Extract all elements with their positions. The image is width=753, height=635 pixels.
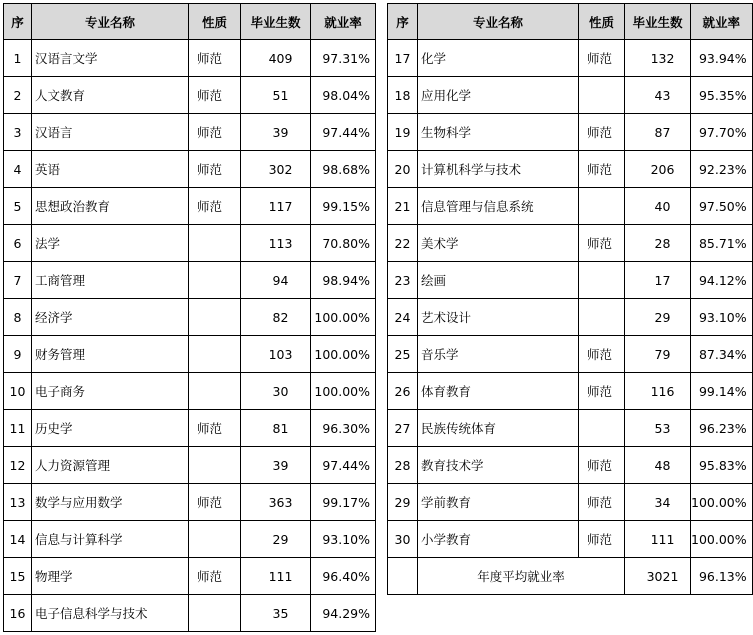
row-index: 18: [388, 77, 418, 114]
employment-rate: 100.00%: [691, 521, 753, 558]
table-row: [388, 151, 753, 188]
table-row: [388, 188, 753, 225]
row-index: 11: [4, 410, 32, 447]
header-index: 序: [388, 4, 418, 40]
employment-rate: 99.15%: [311, 188, 376, 225]
graduate-count: 111: [625, 521, 691, 558]
table-row: [4, 114, 376, 151]
graduate-count: 113: [241, 225, 311, 262]
major-name: 人文教育: [32, 77, 189, 114]
table-row: [388, 299, 753, 336]
major-type: [189, 336, 241, 373]
header-graduates: 毕业生数: [241, 4, 311, 40]
table-header-row: [4, 4, 376, 40]
major-type: 师范: [579, 225, 625, 262]
major-type: 师范: [189, 410, 241, 447]
major-name: 人力资源管理: [32, 447, 189, 484]
employment-rate: 95.35%: [691, 77, 753, 114]
employment-rate: 96.23%: [691, 410, 753, 447]
table-row: [4, 77, 376, 114]
major-name: 汉语言: [32, 114, 189, 151]
major-type: [189, 595, 241, 632]
graduate-count: 34: [625, 484, 691, 521]
row-index: 27: [388, 410, 418, 447]
graduate-count: 206: [625, 151, 691, 188]
table-row: [4, 40, 376, 77]
graduate-count: 409: [241, 40, 311, 77]
graduate-count: 39: [241, 447, 311, 484]
employment-rate: 100.00%: [311, 299, 376, 336]
row-index: 5: [4, 188, 32, 225]
table-row: [4, 558, 376, 595]
major-type: 师范: [579, 447, 625, 484]
table-row: [4, 299, 376, 336]
major-name: 小学教育: [418, 521, 579, 558]
employment-rate: 96.30%: [311, 410, 376, 447]
major-type: 师范: [189, 151, 241, 188]
major-type: [579, 188, 625, 225]
table-row: [388, 521, 753, 558]
employment-rate: 97.31%: [311, 40, 376, 77]
graduate-count: 94: [241, 262, 311, 299]
employment-rate: 100.00%: [691, 484, 753, 521]
major-name: 物理学: [32, 558, 189, 595]
row-index: 2: [4, 77, 32, 114]
major-type: [189, 521, 241, 558]
graduate-count: 28: [625, 225, 691, 262]
graduate-count: 81: [241, 410, 311, 447]
row-index: 23: [388, 262, 418, 299]
major-type: [579, 262, 625, 299]
employment-rate: 98.68%: [311, 151, 376, 188]
employment-rate: 100.00%: [311, 373, 376, 410]
row-index: 24: [388, 299, 418, 336]
header-type: 性质: [189, 4, 241, 40]
major-type: 师范: [189, 188, 241, 225]
major-type: 师范: [579, 336, 625, 373]
major-name: 汉语言文学: [32, 40, 189, 77]
major-name: 教育技术学: [418, 447, 579, 484]
row-index: 28: [388, 447, 418, 484]
table-row: [388, 262, 753, 299]
row-index: 15: [4, 558, 32, 595]
major-name: 历史学: [32, 410, 189, 447]
table-row: [4, 410, 376, 447]
row-index: 4: [4, 151, 32, 188]
header-type: 性质: [579, 4, 625, 40]
graduate-count: 48: [625, 447, 691, 484]
header-major-name: 专业名称: [32, 4, 189, 40]
employment-rate: 98.94%: [311, 262, 376, 299]
graduate-count: 17: [625, 262, 691, 299]
employment-table-left: [3, 3, 376, 632]
employment-rate: 85.71%: [691, 225, 753, 262]
major-name: 信息管理与信息系统: [418, 188, 579, 225]
table-row: [4, 484, 376, 521]
graduate-count: 103: [241, 336, 311, 373]
table-header-row: [388, 4, 753, 40]
summary-graduates: 3021: [625, 558, 691, 595]
major-type: 师范: [579, 151, 625, 188]
major-type: 师范: [189, 484, 241, 521]
major-type: 师范: [579, 484, 625, 521]
row-index: 14: [4, 521, 32, 558]
table-row: [388, 77, 753, 114]
table-body-left: [4, 40, 376, 632]
major-type: 师范: [579, 40, 625, 77]
major-type: 师范: [579, 114, 625, 151]
employment-rate: 100.00%: [311, 336, 376, 373]
major-name: 工商管理: [32, 262, 189, 299]
row-index: 3: [4, 114, 32, 151]
table-body-right: [388, 40, 753, 558]
row-index: 26: [388, 373, 418, 410]
row-index: 29: [388, 484, 418, 521]
graduate-count: 132: [625, 40, 691, 77]
major-name: 英语: [32, 151, 189, 188]
row-index: 20: [388, 151, 418, 188]
graduate-count: 51: [241, 77, 311, 114]
table-row: [4, 188, 376, 225]
summary-rate: 96.13%: [691, 558, 753, 595]
major-name: 法学: [32, 225, 189, 262]
major-name: 应用化学: [418, 77, 579, 114]
major-name: 财务管理: [32, 336, 189, 373]
row-index: 17: [388, 40, 418, 77]
header-employment-rate: 就业率: [311, 4, 376, 40]
major-name: 电子信息科学与技术: [32, 595, 189, 632]
major-name: 体育教育: [418, 373, 579, 410]
major-type: [189, 447, 241, 484]
major-type: 师范: [579, 521, 625, 558]
graduate-count: 53: [625, 410, 691, 447]
row-index: 16: [4, 595, 32, 632]
table-row: [4, 151, 376, 188]
major-name: 美术学: [418, 225, 579, 262]
table-row: [388, 447, 753, 484]
table-row: [4, 595, 376, 632]
table-row: [388, 40, 753, 77]
table-row: [4, 373, 376, 410]
major-type: 师范: [579, 373, 625, 410]
graduate-count: 82: [241, 299, 311, 336]
major-type: [579, 299, 625, 336]
table-row: [4, 447, 376, 484]
row-index: 6: [4, 225, 32, 262]
row-index: 13: [4, 484, 32, 521]
employment-rate: 94.12%: [691, 262, 753, 299]
table-row: [4, 521, 376, 558]
row-index: 12: [4, 447, 32, 484]
major-name: 电子商务: [32, 373, 189, 410]
employment-rate: 87.34%: [691, 336, 753, 373]
row-index: 30: [388, 521, 418, 558]
row-index: 9: [4, 336, 32, 373]
row-index: 10: [4, 373, 32, 410]
header-index: 序: [4, 4, 32, 40]
row-index: 21: [388, 188, 418, 225]
graduate-count: 363: [241, 484, 311, 521]
employment-rate: 96.40%: [311, 558, 376, 595]
major-name: 学前教育: [418, 484, 579, 521]
graduate-count: 35: [241, 595, 311, 632]
row-index: 19: [388, 114, 418, 151]
graduate-count: 117: [241, 188, 311, 225]
major-type: [189, 262, 241, 299]
table-row: [388, 114, 753, 151]
major-name: 思想政治教育: [32, 188, 189, 225]
major-type: [189, 225, 241, 262]
major-type: [189, 299, 241, 336]
major-type: 师范: [189, 77, 241, 114]
employment-rate: 94.29%: [311, 595, 376, 632]
employment-rate: 70.80%: [311, 225, 376, 262]
employment-rate: 97.44%: [311, 447, 376, 484]
major-name: 艺术设计: [418, 299, 579, 336]
employment-rate: 93.10%: [311, 521, 376, 558]
major-type: [189, 373, 241, 410]
major-name: 化学: [418, 40, 579, 77]
major-type: 师范: [189, 40, 241, 77]
employment-rate: 97.70%: [691, 114, 753, 151]
table-row: [388, 410, 753, 447]
employment-rate: 97.44%: [311, 114, 376, 151]
table-row: [388, 484, 753, 521]
employment-rate: 97.50%: [691, 188, 753, 225]
major-name: 音乐学: [418, 336, 579, 373]
employment-rate: 99.14%: [691, 373, 753, 410]
employment-rate: 99.17%: [311, 484, 376, 521]
row-index: 8: [4, 299, 32, 336]
graduate-count: 39: [241, 114, 311, 151]
employment-rate: 93.94%: [691, 40, 753, 77]
header-major-name: 专业名称: [418, 4, 579, 40]
table-row: [388, 225, 753, 262]
major-name: 民族传统体育: [418, 410, 579, 447]
table-row: [388, 336, 753, 373]
graduate-count: 87: [625, 114, 691, 151]
graduate-count: 30: [241, 373, 311, 410]
graduate-count: 302: [241, 151, 311, 188]
row-index: 1: [4, 40, 32, 77]
major-name: 经济学: [32, 299, 189, 336]
summary-row: [388, 558, 753, 595]
row-index: 22: [388, 225, 418, 262]
header-employment-rate: 就业率: [691, 4, 753, 40]
employment-rate: 93.10%: [691, 299, 753, 336]
major-type: 师范: [189, 558, 241, 595]
table-row: [4, 262, 376, 299]
major-type: 师范: [189, 114, 241, 151]
employment-rate: 95.83%: [691, 447, 753, 484]
graduate-count: 116: [625, 373, 691, 410]
graduate-count: 40: [625, 188, 691, 225]
employment-rate: 98.04%: [311, 77, 376, 114]
table-row: [4, 336, 376, 373]
employment-rate: 92.23%: [691, 151, 753, 188]
major-name: 信息与计算科学: [32, 521, 189, 558]
graduate-count: 29: [625, 299, 691, 336]
header-graduates: 毕业生数: [625, 4, 691, 40]
major-name: 生物科学: [418, 114, 579, 151]
graduate-count: 29: [241, 521, 311, 558]
graduate-count: 111: [241, 558, 311, 595]
major-name: 数学与应用数学: [32, 484, 189, 521]
summary-index-cell: [388, 558, 418, 595]
row-index: 25: [388, 336, 418, 373]
major-name: 绘画: [418, 262, 579, 299]
summary-label: 年度平均就业率: [418, 558, 625, 595]
table-row: [4, 225, 376, 262]
major-name: 计算机科学与技术: [418, 151, 579, 188]
graduate-count: 79: [625, 336, 691, 373]
employment-table-right: [387, 3, 753, 595]
major-type: [579, 77, 625, 114]
graduate-count: 43: [625, 77, 691, 114]
major-type: [579, 410, 625, 447]
row-index: 7: [4, 262, 32, 299]
table-row: [388, 373, 753, 410]
